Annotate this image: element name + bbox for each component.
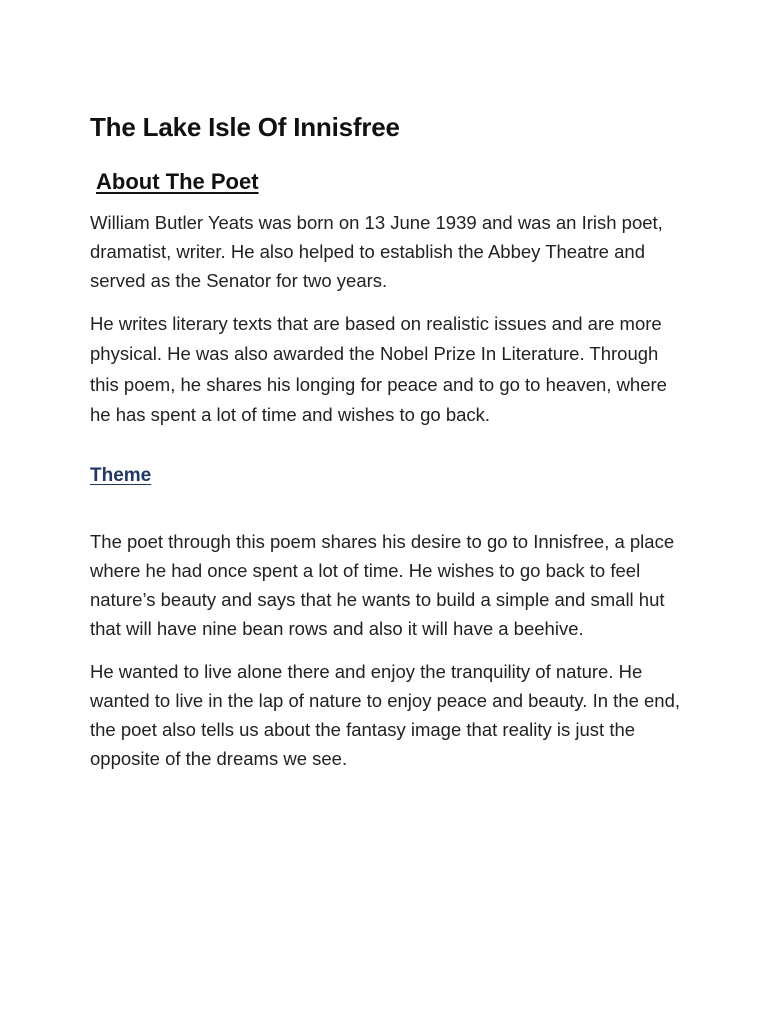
about-the-poet-heading: About The Poet (96, 169, 259, 195)
theme-heading: Theme (90, 464, 152, 486)
about-paragraph-1: William Butler Yeats was born on 13 June 1939 and was an Irish poet, dramatist, writer. He also helped to establish the Abbey Theatre and served as the Senator for two years. (90, 211, 663, 291)
theme-paragraph-1: The poet through this poem shares his desire to go to Innisfree, a place where he had once spent a lot of time. He wishes to go back to feel nature’s beauty and says that he wants to build a simple and small hut that will have nine bean rows and also it will have a beehive. (90, 531, 675, 640)
document-title: The Lake Isle Of Innisfree (90, 112, 400, 142)
theme-paragraph-2: He wanted to live alone there and enjoy the tranquility of nature. He wanted to live in the lap of nature to enjoy peace and beauty. In the end, the poet also tells us about the fantasy image that reality is just the opposite of the dreams we see. (90, 661, 681, 770)
about-paragraph-2: He writes literary texts that are based on realistic issues and are more physical. He was also awarded the Nobel Prize In Literature. Through this poem, he shares his longing for peace and to go to heaven, where he has spent a lot of time and wishes to go back. (90, 312, 667, 426)
document-content (90, 112, 690, 787)
